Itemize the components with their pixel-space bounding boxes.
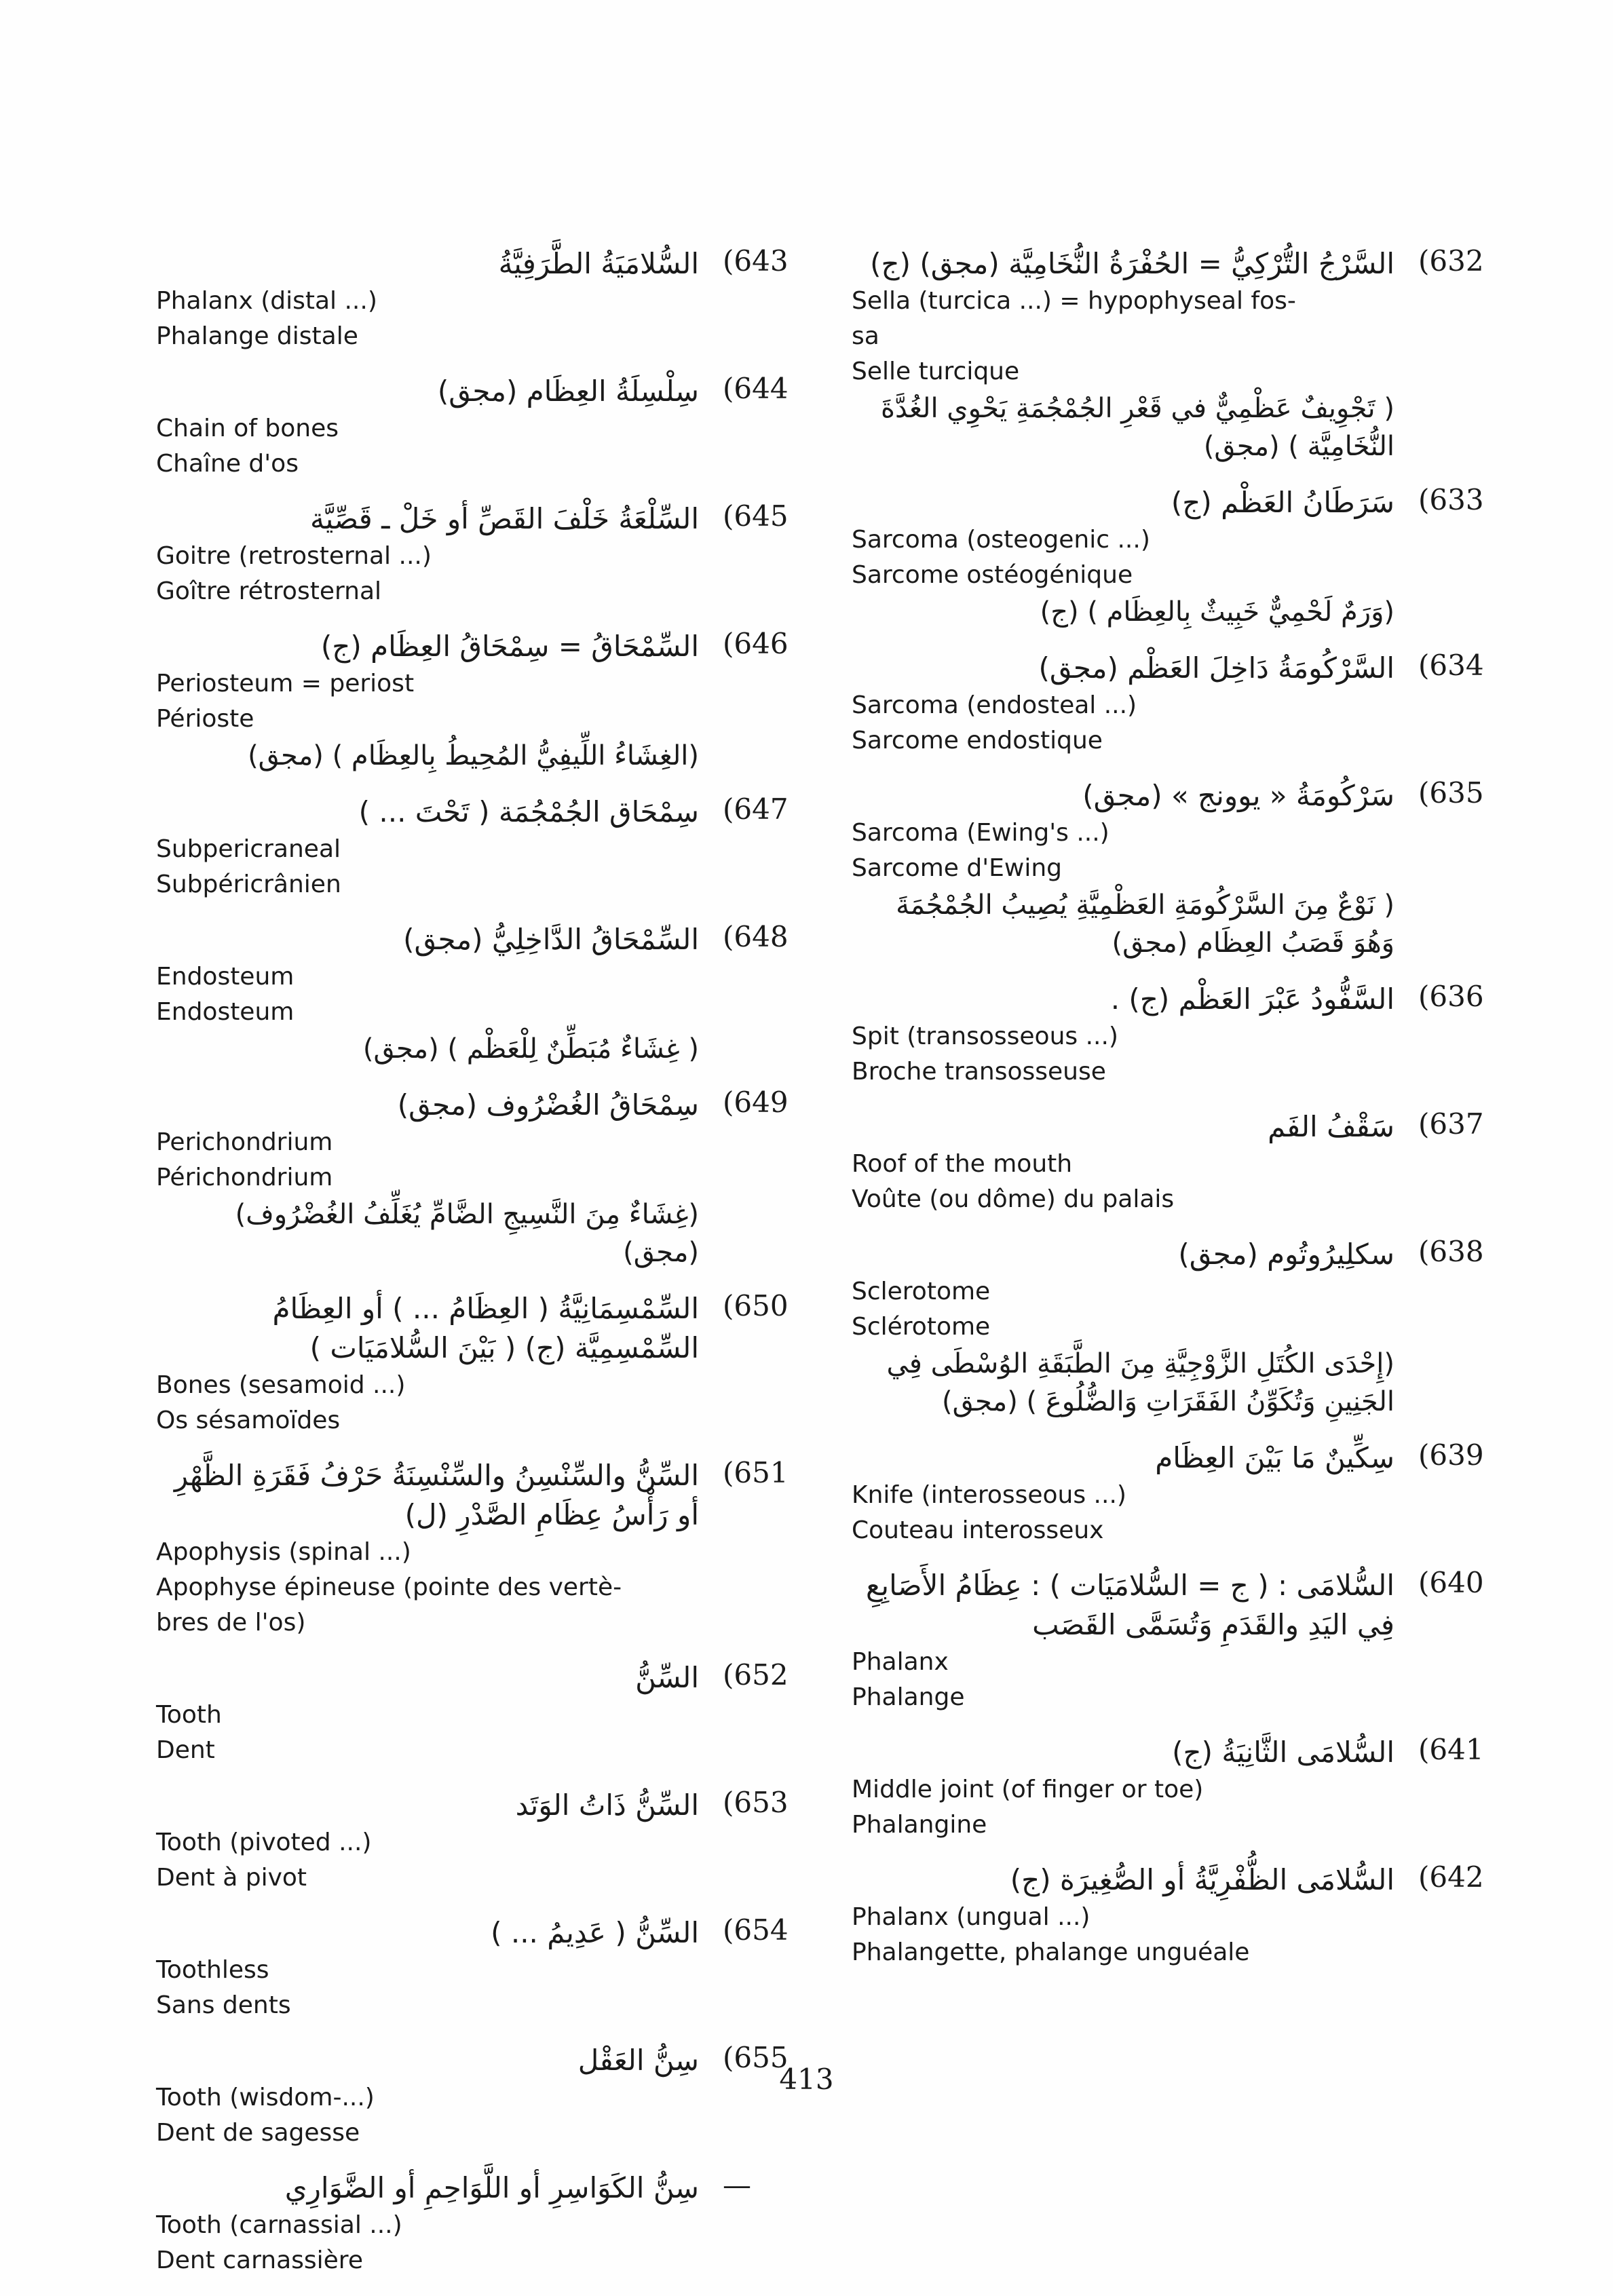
english-term: Tooth (carnassial ...) [156, 2211, 402, 2239]
arabic-definition: (إِحْدَى الكُتَلِ الزَّوْجِيَّةِ مِنَ الطَّبَقَةِ الوُسْطَى فِي الجَنِينِ وَتُكَوِّنُ الفَقَرَاتِ وَالضُّلُوعَ ) (مجق) [886, 1348, 1394, 1417]
arabic-term: سَرَطَانُ العَظْم (ج) [1171, 486, 1394, 519]
dictionary-entry [852, 1438, 1530, 1548]
dictionary-entry [852, 649, 1530, 759]
arabic-term: سِلْسِلَةُ العِظَام (مجق) [437, 375, 699, 408]
left-column [156, 244, 835, 2296]
arabic-term: سَقْفُ الفَم [1268, 1110, 1394, 1143]
french-term: Selle turcique [852, 358, 1020, 385]
dictionary-entry [156, 1913, 835, 2023]
english-term: Bones (sesamoid ...) [156, 1371, 406, 1399]
french-term: Sans dents [156, 1991, 291, 2019]
arabic-term: سِمْحَاق الجُمْجُمَة ( تَحْتَ ... ) [358, 795, 699, 828]
english-term: Chain of bones [156, 415, 339, 442]
french-term: Dent de sagesse [156, 2119, 360, 2147]
dictionary-entry [852, 1860, 1530, 1970]
dictionary-entry [156, 244, 835, 354]
entry-number: (636 [1418, 980, 1484, 1013]
page-number: 413 [779, 2063, 834, 2096]
entry-number: (642 [1418, 1860, 1484, 1894]
french-term: Broche transosseuse [852, 1058, 1106, 1086]
french-term: Chaîne d'os [156, 450, 299, 478]
dictionary-entry [156, 1086, 835, 1271]
dictionary-entry [156, 792, 835, 902]
english-term: Tooth (wisdom-...) [156, 2084, 375, 2111]
french-term: Apophyse épineuse (pointe des vertè- bres de l'os) [156, 1573, 622, 1637]
english-term: Phalanx [852, 1648, 949, 1676]
french-term: Goître rétrosternal [156, 577, 382, 605]
entry-number: (650 [723, 1289, 789, 1322]
english-term: Spit (transosseous ...) [852, 1022, 1118, 1050]
arabic-definition: ( غِشَاءٌ مُبَطِّنٌ لِلْعَظْم ) (مجق) [362, 1033, 699, 1065]
dictionary-entry [852, 244, 1530, 465]
dictionary-entry [852, 980, 1530, 1090]
english-term: Phalanx (ungual ...) [852, 1903, 1090, 1931]
dictionary-entry [156, 1658, 835, 1768]
english-term: Perichondrium [156, 1128, 333, 1156]
english-term: Middle joint (of finger or toe) [852, 1776, 1204, 1803]
dictionary-entry [852, 483, 1530, 631]
entry-number: (655 [723, 2041, 789, 2074]
arabic-term: السَّرْجُ التُّرْكِيُّ = الحُفْرَةُ النُّخَامِيَّة (مجق) (ج) [870, 247, 1394, 280]
dictionary-entry [156, 920, 835, 1068]
arabic-term: السِّمْحَاقُ الدَّاخِلِيُّ (مجق) [403, 923, 699, 956]
french-term: Sarcome d'Ewing [852, 854, 1063, 882]
french-term: Périoste [156, 705, 254, 733]
arabic-term: سِنُّ العَقْل [577, 2044, 699, 2077]
arabic-term: السِّمْسِمَانِيَّةُ ( العِظَامُ ... ) أو العِظَامُ السِّمْسِمِيَّة (ج) ( بَيْنَ السُّلامَيَات ) [272, 1292, 699, 1364]
entry-number: (632 [1418, 244, 1484, 278]
arabic-term: السَّفُّودُ عَبْرَ العَظْم (ج) . [1110, 982, 1394, 1016]
english-term: Sella (turcica ...) = hypophyseal fos- sa [852, 287, 1296, 350]
arabic-definition: ( تَجْوِيفٌ عَظْمِيٌّ في قَعْرِ الجُمْجُمَةِ يَحْوِي الغُدَّةَ النُّخَامِيَّة ) (مجق) [881, 393, 1394, 462]
french-term: Sarcome endostique [852, 727, 1103, 754]
english-term: Subpericraneal [156, 835, 341, 863]
english-term: Tooth [156, 1701, 222, 1729]
english-term: Sarcoma (endosteal ...) [852, 691, 1137, 719]
dictionary-entry [852, 1107, 1530, 1217]
entry-number: (640 [1418, 1566, 1484, 1599]
arabic-term: سِكِّينٌ مَا بَيْنَ العِظَام [1155, 1441, 1394, 1474]
arabic-term: السِّنُّ [635, 1661, 699, 1694]
dictionary-entry [156, 627, 835, 775]
french-term: Dent à pivot [156, 1864, 307, 1892]
entry-number: (654 [723, 1913, 789, 1947]
dictionary-entry [156, 499, 835, 609]
english-term: Goitre (retrosternal ...) [156, 542, 432, 570]
entry-number: (651 [723, 1456, 789, 1489]
dictionary-entry [852, 1733, 1530, 1843]
arabic-definition: (الغِشَاءُ اللِّيفِيُّ المُحِيطُ بِالعِظَام ) (مجق) [248, 740, 699, 771]
arabic-term: السِّنُّ ذَاتُ الوَتَد [515, 1788, 699, 1822]
arabic-term: السِّلْعَةُ خَلْفَ القَصِّ أو خَلْ ـ قَصِّيَّة [310, 502, 699, 535]
entry-number: (639 [1418, 1438, 1484, 1472]
english-term: Endosteum [156, 963, 295, 991]
english-term: Sarcoma (Ewing's ...) [852, 819, 1109, 847]
arabic-term: السِّمْحَاقُ = سِمْحَاقُ العِظَام (ج) [320, 630, 699, 663]
dictionary-entry [852, 1235, 1530, 1421]
arabic-term: السُّلامَى الظُّفْرِيَّةُ أو الصُّغِيرَة (ج) [1010, 1863, 1394, 1896]
arabic-term: السُّلامَى الثَّانِيَةُ (ج) [1172, 1736, 1394, 1769]
french-term: Sarcome ostéogénique [852, 561, 1133, 589]
arabic-definition: (غِشَاءٌ مِنَ النَّسِيجِ الضَّامِّ يُغَلِّفُ الغُضْرُوف) (مجق) [235, 1199, 699, 1268]
french-term: Voûte (ou dôme) du palais [852, 1185, 1175, 1213]
french-term: Périchondrium [156, 1164, 333, 1191]
arabic-definition: ( نَوْعٌ مِنَ السَّرْكُومَةِ العَظْمِيَّةِ يُصِيبُ الجُمْجُمَةَ وَهُوَ قَصَبُ العِظَام (مجق) [896, 889, 1394, 959]
entry-number: (653 [723, 1786, 789, 1819]
arabic-term: سِنُّ الكَوَاسِرِ أو اللَّوَاحِمِ أو الضَّوَارِي [284, 2171, 699, 2204]
dictionary-entry [156, 2041, 835, 2151]
arabic-term: سكلِيرُوتُوم (مجق) [1178, 1238, 1394, 1271]
entry-number: — [723, 2168, 751, 2202]
dictionary-entry [156, 372, 835, 482]
arabic-term: السُّلامَى : ( ج = السُّلامَيَات ) : عِظَامُ الأَصَابِعِ فِي اليَدِ والقَدَمِ وَتُسَمَّى القَصَب [866, 1569, 1394, 1641]
french-term: Phalange distale [156, 322, 358, 350]
english-term: Periosteum = periost [156, 670, 415, 697]
entry-number: (643 [723, 244, 789, 278]
entry-number: (637 [1418, 1107, 1484, 1141]
french-term: Subpéricrânien [156, 870, 341, 898]
entry-number: (635 [1418, 776, 1484, 809]
right-column [852, 244, 1530, 1988]
entry-number: (652 [723, 1658, 789, 1691]
english-term: Sarcoma (osteogenic ...) [852, 526, 1150, 554]
entry-number: (645 [723, 499, 789, 533]
french-term: Couteau interosseux [852, 1516, 1104, 1544]
french-term: Dent carnassière [156, 2246, 363, 2274]
english-term: Roof of the mouth [852, 1150, 1073, 1178]
french-term: Dent [156, 1736, 215, 1764]
arabic-term: سِمْحَاقُ الغُضْرُوف (مجق) [397, 1088, 699, 1122]
english-term: Phalanx (distal ...) [156, 287, 377, 315]
french-term: Sclérotome [852, 1313, 991, 1341]
dictionary-entry [156, 1289, 835, 1438]
dictionary-entry [156, 2168, 835, 2278]
french-term: Phalangine [852, 1811, 987, 1839]
dictionary-entry [852, 776, 1530, 962]
french-term: Endosteum [156, 998, 295, 1026]
entry-number: (644 [723, 372, 789, 405]
dictionary-entry [156, 1456, 835, 1641]
english-term: Toothless [156, 1956, 269, 1984]
arabic-term: السَّرْكُومَةُ دَاخِلَ العَظْم (مجق) [1038, 651, 1394, 685]
english-term: Tooth (pivoted ...) [156, 1829, 372, 1856]
entry-number: (634 [1418, 649, 1484, 682]
english-term: Apophysis (spinal ...) [156, 1538, 411, 1566]
entry-number: (641 [1418, 1733, 1484, 1766]
dictionary-entry [156, 1786, 835, 1896]
entry-number: (648 [723, 920, 789, 953]
entry-number: (649 [723, 1086, 789, 1119]
english-term: Knife (interosseous ...) [852, 1481, 1126, 1509]
arabic-term: السُّلامَيَةُ الطَّرَفِيَّةُ [498, 247, 699, 280]
dictionary-entry [852, 1566, 1530, 1715]
entry-number: (638 [1418, 1235, 1484, 1268]
french-term: Os sésamoïdes [156, 1407, 341, 1434]
arabic-term: السِّنُّ ( عَدِيمُ ... ) [491, 1916, 699, 1949]
arabic-term: سَرْكُومَةُ « يوونج » (مجق) [1082, 779, 1394, 812]
english-term: Sclerotome [852, 1278, 991, 1305]
entry-number: (647 [723, 792, 789, 826]
entry-number: (633 [1418, 483, 1484, 516]
french-term: Phalange [852, 1683, 965, 1711]
arabic-definition: (وَرَمٌ لَحْمِيٌّ خَبِيثٌ بِالعِظَام ) (ج) [1040, 596, 1394, 628]
french-term: Phalangette, phalange unguéale [852, 1938, 1250, 1966]
entry-number: (646 [723, 627, 789, 660]
arabic-term: السِّنُّ والسِّنْسِنُ والسِّنْسِنَةُ حَرْفُ فَقَرَةِ الظَّهْرِ أو رَأْسُ عِظَامِ الصَّدْرِ (ل) [174, 1459, 699, 1531]
